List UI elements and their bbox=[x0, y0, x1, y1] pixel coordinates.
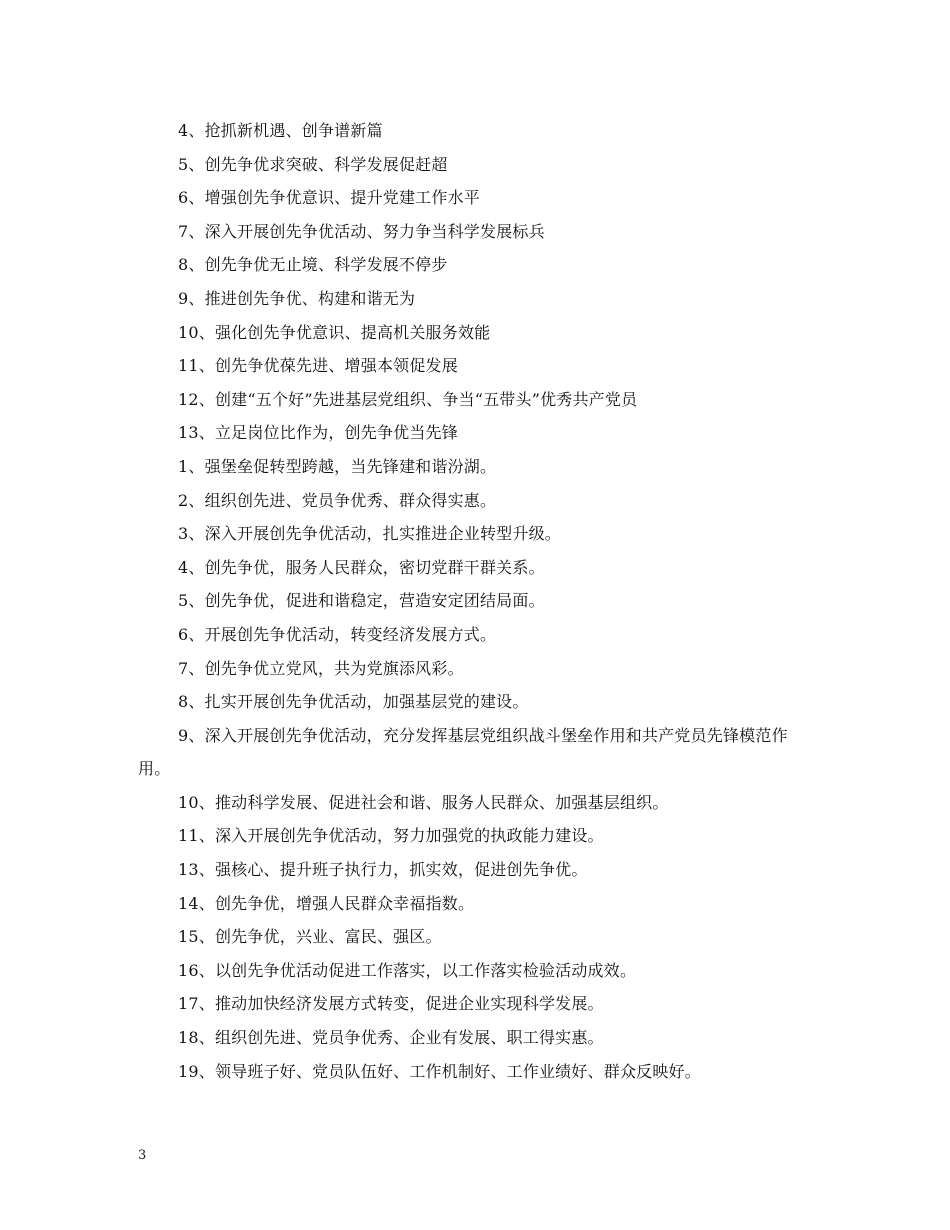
list-item: 15、创先争优，兴业、富民、强区。 bbox=[178, 927, 442, 947]
list-item: 10、推动科学发展、促进社会和谐、服务人民群众、加强基层组织。 bbox=[178, 792, 669, 812]
page-number: 3 bbox=[138, 1148, 147, 1163]
list-item: 2、组织创先进、党员争优秀、群众得实惠。 bbox=[178, 490, 497, 510]
list-item: 11、创先争优葆先进、增强本领促发展 bbox=[178, 356, 458, 376]
list-item: 6、开展创先争优活动，转变经济发展方式。 bbox=[178, 624, 497, 644]
list-item: 17、推动加快经济发展方式转变，促进企业实现科学发展。 bbox=[178, 994, 604, 1014]
list-item: 9、推进创先争优、构建和谐无为 bbox=[178, 288, 416, 308]
list-item: 16、以创先争优活动促进工作落实，以工作落实检验活动成效。 bbox=[178, 960, 637, 980]
list-item: 5、创先争优，促进和谐稳定，营造安定团结局面。 bbox=[178, 591, 545, 611]
list-item: 9、深入开展创先争优活动，充分发挥基层党组织战斗堡垒作用和共产党员先锋模范作用。 bbox=[138, 725, 788, 779]
list-item: 1、强堡垒促转型跨越，当先锋建和谐汾湖。 bbox=[178, 456, 497, 476]
list-item: 3、深入开展创先争优活动，扎实推进企业转型升级。 bbox=[178, 524, 561, 544]
slogan-list bbox=[138, 114, 818, 1088]
list-item: 7、创先争优立党风，共为党旗添风彩。 bbox=[178, 658, 464, 678]
list-item: 13、强核心、提升班子执行力，抓实效，促进创先争优。 bbox=[178, 860, 588, 880]
list-item: 4、抢抓新机遇、创争谱新篇 bbox=[178, 121, 383, 140]
list-item: 18、组织创先进、党员争优秀、企业有发展、职工得实惠。 bbox=[178, 1028, 604, 1048]
list-item: 13、立足岗位比作为，创先争优当先锋 bbox=[178, 423, 458, 443]
list-item: 19、领导班子好、党员队伍好、工作机制好、工作业绩好、群众反映好。 bbox=[178, 1061, 701, 1081]
list-item: 8、创先争优无止境、科学发展不停步 bbox=[178, 255, 448, 275]
list-item: 5、创先争优求突破、科学发展促赶超 bbox=[178, 154, 448, 174]
list-item: 4、创先争优，服务人民群众，密切党群干群关系。 bbox=[178, 557, 545, 577]
list-item: 10、强化创先争优意识、提高机关服务效能 bbox=[178, 322, 491, 342]
list-item: 12、创建“五个好”先进基层党组织、争当“五带头”优秀共产党员 bbox=[178, 389, 638, 409]
list-item: 7、深入开展创先争优活动、努力争当科学发展标兵 bbox=[178, 221, 545, 241]
list-item: 14、创先争优，增强人民群众幸福指数。 bbox=[178, 893, 475, 913]
list-item: 11、深入开展创先争优活动，努力加强党的执政能力建设。 bbox=[178, 826, 604, 846]
list-item: 6、增强创先争优意识、提升党建工作水平 bbox=[178, 188, 480, 208]
list-item: 8、扎实开展创先争优活动，加强基层党的建设。 bbox=[178, 692, 529, 712]
